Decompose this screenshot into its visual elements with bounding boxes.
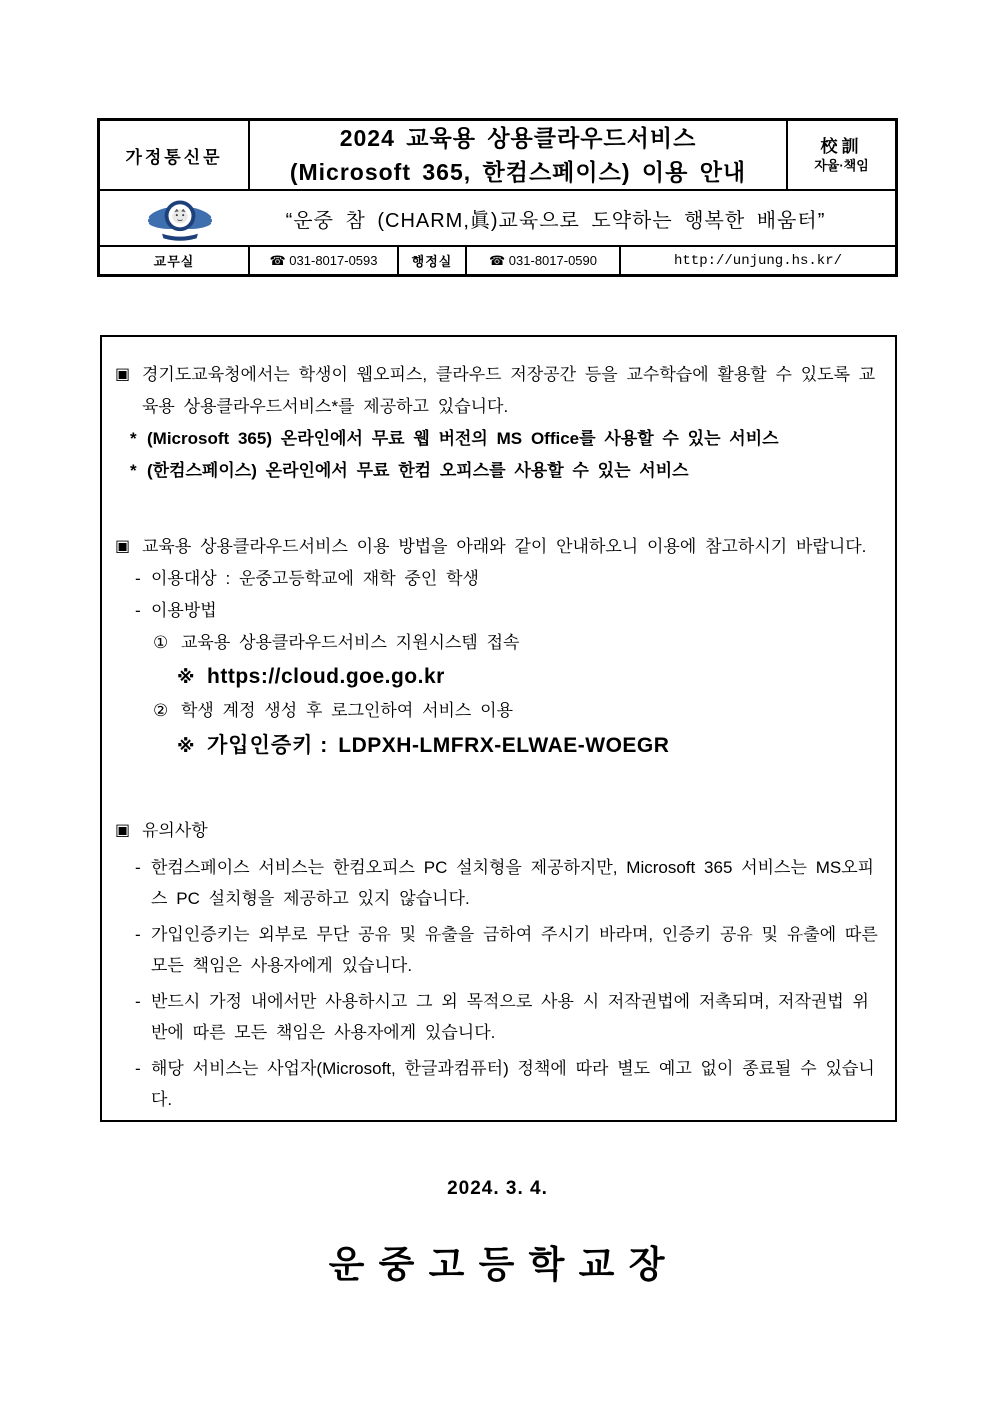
office2-phone: ☎ 031-8017-0590 xyxy=(467,247,621,274)
caution-item xyxy=(135,986,881,1048)
intro-note-ms365 xyxy=(130,423,881,455)
doc-title-line1: 2024 교육용 상용클라우드서비스 xyxy=(339,124,697,151)
header-row-slogan xyxy=(100,191,895,247)
caution-item xyxy=(135,852,881,914)
caution-item xyxy=(135,1053,881,1115)
school-motto xyxy=(788,121,895,189)
dash-marker: - xyxy=(135,925,141,944)
intro-note-text: (Microsoft 365) 온라인에서 무료 웹 버전의 MS Office를 사용할 수 있는 서비스 xyxy=(147,429,779,448)
dash-marker: - xyxy=(135,992,141,1011)
dash-marker: - xyxy=(135,601,141,620)
cloud-url-line xyxy=(177,659,881,695)
dash-marker: - xyxy=(135,569,141,588)
intro-text: 경기도교육청에서는 학생이 웹오피스, 클라우드 저장공간 등을 교수학습에 활용할 수 있도록 교육용 상용클라우드서비스*를 제공하고 있습니다. xyxy=(142,365,876,416)
asterisk-marker: * xyxy=(130,429,137,448)
school-website-url: http://unjung.hs.kr/ xyxy=(673,252,843,269)
usage-target xyxy=(135,563,881,595)
header-table xyxy=(97,118,898,277)
signup-key-value: LDPXH-LMFRX-ELWAE-WOEGR xyxy=(338,734,670,757)
square-bullet-icon: ▣ xyxy=(115,538,131,555)
usage-method-text: 이용방법 xyxy=(151,601,217,620)
notice-body xyxy=(100,335,897,1122)
intro-note-hancom xyxy=(130,455,881,487)
office1-label: 교무실 xyxy=(100,247,250,274)
motto-label: 校訓 xyxy=(820,137,863,157)
square-bullet-icon: ▣ xyxy=(115,822,131,839)
usage-method xyxy=(135,595,881,627)
caution-item xyxy=(135,919,881,981)
cautions-title: 유의사항 xyxy=(142,821,208,840)
usage-step2 xyxy=(153,695,881,727)
reference-mark-icon: ※ xyxy=(177,667,195,687)
signup-key-label: 가입인증키 : xyxy=(207,734,329,757)
reference-mark-icon: ※ xyxy=(177,736,195,756)
usage-text: 교육용 상용클라우드서비스 이용 방법을 아래와 같이 안내하오니 이용에 참고하시기 바랍니다. xyxy=(142,537,867,556)
office2-label: 행정실 xyxy=(399,247,467,274)
dash-marker: - xyxy=(135,1059,141,1078)
caution-text: 한컴스페이스 서비스는 한컴오피스 PC 설치형을 제공하지만, Microsoft 365 서비스는 MS오피스 PC 설치형을 제공하고 있지 않습니다. xyxy=(151,858,875,908)
office1-phone: ☎ 031-8017-0593 xyxy=(250,247,399,274)
usage-step2-text: 학생 계정 생성 후 로그인하여 서비스 이용 xyxy=(181,701,513,720)
usage-step1 xyxy=(153,627,881,659)
caution-text: 가입인증키는 외부로 무단 공유 및 유출을 금하여 주시기 바라며, 인증키 공유 및 유출에 따른 모든 책임은 사용자에게 있습니다. xyxy=(151,925,878,975)
doc-title-line2: (Microsoft 365, 한컴스페이스) 이용 안내 xyxy=(289,159,747,185)
motto-value: 자율·책임 xyxy=(814,157,869,173)
caution-text: 반드시 가정 내에서만 사용하시고 그 외 목적으로 사용 시 저작권법에 저촉되며, 저작권법 위반에 따른 모든 책임은 사용자에게 있습니다. xyxy=(151,992,869,1042)
doc-title xyxy=(250,121,788,189)
intro-paragraph xyxy=(115,359,881,423)
dash-marker: - xyxy=(135,858,141,877)
usage-target-text: 이용대상 : 운중고등학교에 재학 중인 학생 xyxy=(151,569,479,588)
header-row-title xyxy=(100,121,895,191)
cautions-heading xyxy=(115,815,881,847)
usage-paragraph xyxy=(115,531,881,563)
school-emblem-icon xyxy=(148,194,212,244)
circled-one-icon: ① xyxy=(153,633,169,652)
cloud-service-url: https://cloud.goe.go.kr xyxy=(207,665,445,688)
square-bullet-icon: ▣ xyxy=(115,366,131,383)
caution-text: 해당 서비스는 사업자(Microsoft, 한글과컴퓨터) 정책에 따라 별도 예고 없이 종료될 수 있습니다. xyxy=(151,1059,875,1109)
header-row-contacts xyxy=(100,247,895,274)
principal-signature: 운 중 고 등 학 교 장 xyxy=(328,1244,667,1285)
intro-note-text: (한컴스페이스) 온라인에서 무료 한컴 오피스를 사용할 수 있는 서비스 xyxy=(147,461,689,480)
signup-key-line xyxy=(177,727,881,765)
usage-step1-text: 교육용 상용클라우드서비스 지원시스템 접속 xyxy=(181,633,520,652)
school-slogan: “운중 참 (CHARM,眞)교육으로 도약하는 행복한 배움터” xyxy=(285,209,826,232)
circled-two-icon: ② xyxy=(153,701,169,720)
asterisk-marker: * xyxy=(130,461,137,480)
doc-type-label: 가정통신문 xyxy=(100,121,250,189)
issue-date: 2024. 3. 4. xyxy=(447,1178,548,1199)
